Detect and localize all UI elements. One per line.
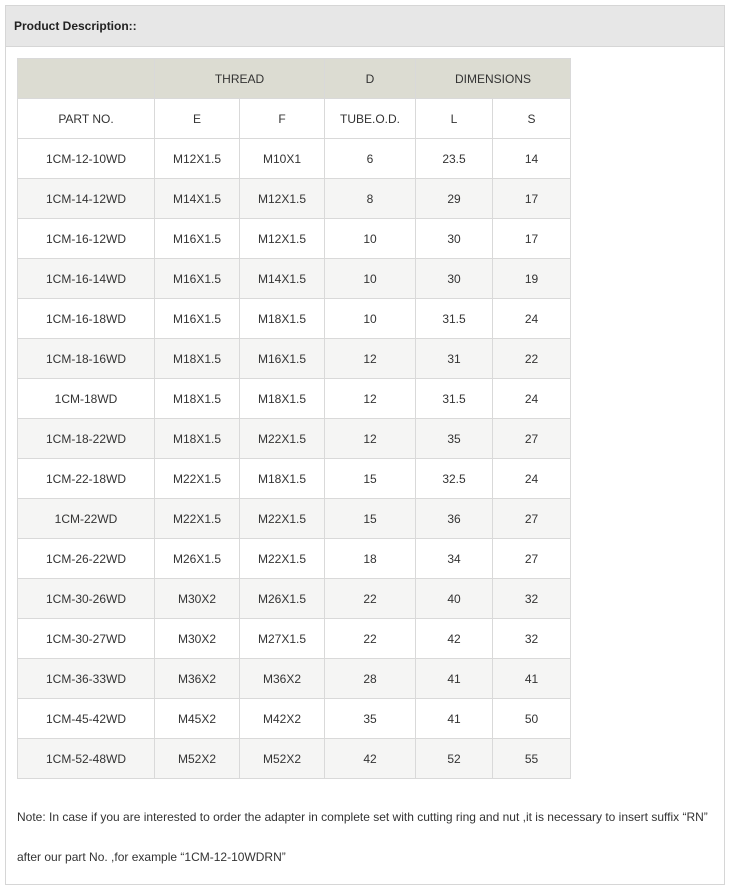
column-header-s: S (493, 99, 571, 139)
thread-e-cell: M14X1.5 (155, 179, 240, 219)
group-header-dimensions: DIMENSIONS (416, 59, 571, 99)
table-row (18, 259, 571, 299)
part-no-cell: 1CM-16-12WD (18, 219, 155, 259)
section-title: Product Description:: (6, 6, 724, 47)
thread-f-cell: M12X1.5 (240, 219, 325, 259)
tube-od-cell: 12 (325, 419, 416, 459)
thread-e-cell: M22X1.5 (155, 459, 240, 499)
part-no-cell: 1CM-18-22WD (18, 419, 155, 459)
part-no-cell: 1CM-22WD (18, 499, 155, 539)
dim-s-cell: 24 (493, 459, 571, 499)
thread-e-cell: M16X1.5 (155, 219, 240, 259)
tube-od-cell: 10 (325, 219, 416, 259)
thread-f-cell: M22X1.5 (240, 419, 325, 459)
thread-f-cell: M18X1.5 (240, 459, 325, 499)
thread-f-cell: M26X1.5 (240, 579, 325, 619)
group-header-d: D (325, 59, 416, 99)
part-no-cell: 1CM-12-10WD (18, 139, 155, 179)
thread-e-cell: M26X1.5 (155, 539, 240, 579)
note-line-1: Note: In case if you are interested to order the adapter in complete set with cutting ring and nut ,it is necessary to insert suffix “RN” (17, 810, 708, 824)
table-row (18, 179, 571, 219)
dim-l-cell: 30 (416, 219, 493, 259)
thread-f-cell: M22X1.5 (240, 539, 325, 579)
group-header-part (18, 59, 155, 99)
column-header-l: L (416, 99, 493, 139)
thread-f-cell: M10X1 (240, 139, 325, 179)
dim-l-cell: 41 (416, 699, 493, 739)
table-row (18, 659, 571, 699)
part-no-cell: 1CM-14-12WD (18, 179, 155, 219)
thread-f-cell: M42X2 (240, 699, 325, 739)
dim-l-cell: 32.5 (416, 459, 493, 499)
dim-l-cell: 41 (416, 659, 493, 699)
part-no-cell: 1CM-52-48WD (18, 739, 155, 779)
dim-s-cell: 27 (493, 539, 571, 579)
thread-e-cell: M18X1.5 (155, 379, 240, 419)
tube-od-cell: 12 (325, 379, 416, 419)
part-no-cell: 1CM-22-18WD (18, 459, 155, 499)
table-row (18, 739, 571, 779)
dim-s-cell: 17 (493, 219, 571, 259)
table-row (18, 619, 571, 659)
dim-s-cell: 41 (493, 659, 571, 699)
column-header-row (18, 99, 571, 139)
tube-od-cell: 6 (325, 139, 416, 179)
part-no-cell: 1CM-30-26WD (18, 579, 155, 619)
table-row (18, 579, 571, 619)
thread-e-cell: M18X1.5 (155, 339, 240, 379)
dim-l-cell: 31.5 (416, 299, 493, 339)
table-row (18, 139, 571, 179)
tube-od-cell: 42 (325, 739, 416, 779)
tube-od-cell: 22 (325, 579, 416, 619)
column-header-e: E (155, 99, 240, 139)
thread-e-cell: M45X2 (155, 699, 240, 739)
thread-e-cell: M36X2 (155, 659, 240, 699)
tube-od-cell: 8 (325, 179, 416, 219)
table-row (18, 299, 571, 339)
group-header-thread: THREAD (155, 59, 325, 99)
dim-s-cell: 50 (493, 699, 571, 739)
dim-l-cell: 31 (416, 339, 493, 379)
tube-od-cell: 10 (325, 259, 416, 299)
thread-f-cell: M22X1.5 (240, 499, 325, 539)
part-no-cell: 1CM-26-22WD (18, 539, 155, 579)
thread-f-cell: M36X2 (240, 659, 325, 699)
tube-od-cell: 35 (325, 699, 416, 739)
spec-table (17, 58, 571, 779)
dim-s-cell: 32 (493, 619, 571, 659)
tube-od-cell: 18 (325, 539, 416, 579)
dim-l-cell: 40 (416, 579, 493, 619)
dim-l-cell: 29 (416, 179, 493, 219)
tube-od-cell: 28 (325, 659, 416, 699)
thread-f-cell: M27X1.5 (240, 619, 325, 659)
dim-l-cell: 52 (416, 739, 493, 779)
part-no-cell: 1CM-16-18WD (18, 299, 155, 339)
dim-s-cell: 32 (493, 579, 571, 619)
column-header-f: F (240, 99, 325, 139)
table-row (18, 379, 571, 419)
group-header-row (18, 59, 571, 99)
dim-s-cell: 27 (493, 499, 571, 539)
thread-e-cell: M30X2 (155, 619, 240, 659)
table-row (18, 219, 571, 259)
tube-od-cell: 15 (325, 499, 416, 539)
part-no-cell: 1CM-18WD (18, 379, 155, 419)
thread-f-cell: M52X2 (240, 739, 325, 779)
thread-f-cell: M14X1.5 (240, 259, 325, 299)
thread-e-cell: M12X1.5 (155, 139, 240, 179)
thread-e-cell: M52X2 (155, 739, 240, 779)
thread-f-cell: M12X1.5 (240, 179, 325, 219)
dim-l-cell: 42 (416, 619, 493, 659)
part-no-cell: 1CM-45-42WD (18, 699, 155, 739)
dim-s-cell: 17 (493, 179, 571, 219)
table-row (18, 539, 571, 579)
thread-f-cell: M16X1.5 (240, 339, 325, 379)
dim-s-cell: 19 (493, 259, 571, 299)
dim-s-cell: 14 (493, 139, 571, 179)
thread-e-cell: M16X1.5 (155, 259, 240, 299)
thread-e-cell: M22X1.5 (155, 499, 240, 539)
dim-s-cell: 55 (493, 739, 571, 779)
table-row (18, 339, 571, 379)
part-no-cell: 1CM-16-14WD (18, 259, 155, 299)
thread-e-cell: M16X1.5 (155, 299, 240, 339)
thread-e-cell: M30X2 (155, 579, 240, 619)
dim-s-cell: 24 (493, 299, 571, 339)
tube-od-cell: 12 (325, 339, 416, 379)
thread-e-cell: M18X1.5 (155, 419, 240, 459)
part-no-cell: 1CM-36-33WD (18, 659, 155, 699)
tube-od-cell: 22 (325, 619, 416, 659)
table-row (18, 459, 571, 499)
product-description-panel (5, 5, 725, 885)
note-line-2: after our part No. ,for example “1CM-12-10WDRN” (17, 850, 286, 864)
table-row (18, 499, 571, 539)
tube-od-cell: 15 (325, 459, 416, 499)
dim-s-cell: 22 (493, 339, 571, 379)
part-no-cell: 1CM-30-27WD (18, 619, 155, 659)
table-row (18, 699, 571, 739)
dim-l-cell: 30 (416, 259, 493, 299)
dim-s-cell: 27 (493, 419, 571, 459)
column-header-part-no: PART NO. (18, 99, 155, 139)
dim-l-cell: 35 (416, 419, 493, 459)
tube-od-cell: 10 (325, 299, 416, 339)
dim-l-cell: 23.5 (416, 139, 493, 179)
dim-s-cell: 24 (493, 379, 571, 419)
part-no-cell: 1CM-18-16WD (18, 339, 155, 379)
thread-f-cell: M18X1.5 (240, 299, 325, 339)
column-header-tube-od: TUBE.O.D. (325, 99, 416, 139)
dim-l-cell: 31.5 (416, 379, 493, 419)
thread-f-cell: M18X1.5 (240, 379, 325, 419)
dim-l-cell: 34 (416, 539, 493, 579)
table-row (18, 419, 571, 459)
dim-l-cell: 36 (416, 499, 493, 539)
